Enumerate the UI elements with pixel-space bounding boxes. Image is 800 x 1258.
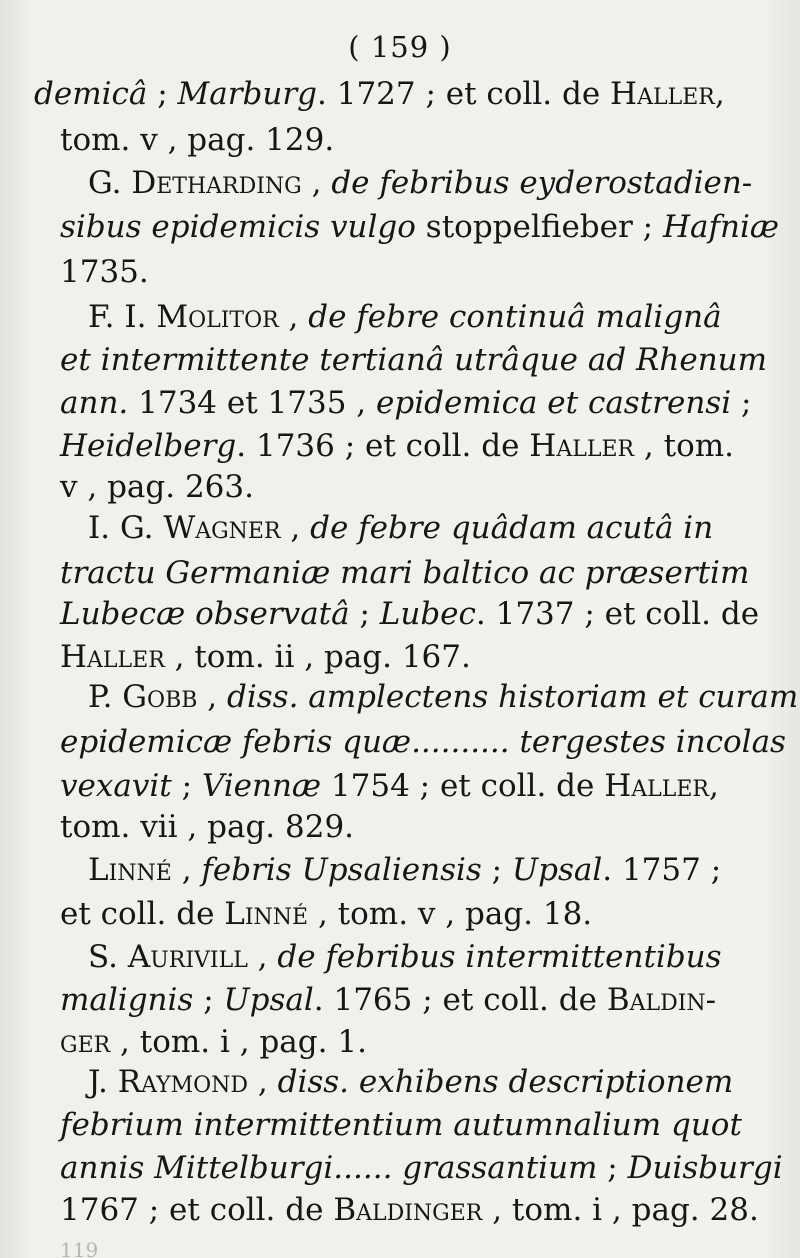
text-run: Haller bbox=[604, 768, 709, 804]
text-line-20 bbox=[88, 937, 722, 977]
text-run: F. I. bbox=[88, 299, 157, 335]
text-run: Aurivill bbox=[127, 939, 248, 975]
text-run: et coll. de bbox=[60, 896, 225, 932]
text-run: Linné bbox=[88, 852, 172, 888]
text-run: Raymond bbox=[117, 1064, 249, 1100]
text-line-11 bbox=[60, 553, 750, 593]
text-run: epidemica et castrensi bbox=[376, 385, 732, 421]
text-run: de febre quâdam acutâ in bbox=[310, 510, 714, 546]
text-run: G. bbox=[88, 165, 132, 201]
text-run: 1734 et 1735 , bbox=[128, 385, 376, 421]
text-line-22 bbox=[60, 1022, 680, 1062]
text-run: ann. bbox=[60, 385, 129, 421]
text-run: de febribus eyderostadien- bbox=[331, 165, 753, 201]
text-line-16 bbox=[60, 766, 719, 806]
text-line-6 bbox=[60, 340, 768, 380]
text-run: febris Upsaliensis bbox=[201, 852, 482, 888]
text-run: Upsal bbox=[511, 852, 603, 888]
text-line-12 bbox=[60, 594, 760, 634]
text-run: Lubecæ observatâ bbox=[60, 596, 350, 632]
text-run: febrium intermittentium autumnalium quot bbox=[60, 1107, 742, 1143]
text-line-14 bbox=[88, 677, 799, 717]
text-run: ; bbox=[171, 768, 202, 804]
text-run: ; bbox=[147, 76, 178, 112]
text-run: Viennæ bbox=[201, 768, 322, 804]
text-line-15 bbox=[60, 722, 786, 762]
text-run: Haller bbox=[610, 76, 715, 112]
text-line-13 bbox=[60, 637, 680, 677]
text-run: , bbox=[301, 165, 332, 201]
text-run: , bbox=[197, 679, 227, 715]
text-run: , bbox=[278, 299, 309, 335]
text-line-10 bbox=[88, 508, 714, 548]
text-line-4 bbox=[60, 252, 680, 292]
text-run: ger bbox=[60, 1024, 111, 1060]
text-run: Molitor bbox=[156, 299, 279, 335]
text-line-21 bbox=[60, 980, 717, 1020]
text-run: 1754 ; et coll. de bbox=[321, 768, 605, 804]
text-run: Detharding bbox=[131, 165, 302, 201]
text-run: ; bbox=[481, 852, 512, 888]
text-run: Haller bbox=[529, 428, 635, 464]
text-run: Duisburgi bbox=[627, 1150, 783, 1186]
text-run: . 1727 ; et coll. de bbox=[317, 76, 611, 112]
text-run: , tom. i , pag. 1. bbox=[110, 1024, 367, 1060]
text-run: diss. exhibens descriptionem bbox=[277, 1064, 734, 1100]
text-line-25 bbox=[60, 1148, 783, 1188]
text-line-3 bbox=[60, 207, 779, 247]
text-run: ; bbox=[349, 596, 380, 632]
text-run: ; bbox=[731, 385, 752, 421]
text-run: malignis bbox=[60, 982, 194, 1018]
text-run: et intermittente tertianâ utrâque ad Rhenum bbox=[60, 342, 768, 378]
text-run: Hafniæ bbox=[662, 209, 779, 245]
text-line-5 bbox=[88, 297, 722, 337]
text-run: 1735. bbox=[60, 254, 149, 290]
text-run: , tom. ii , pag. 167. bbox=[164, 639, 471, 675]
text-run: Lubec bbox=[379, 596, 476, 632]
text-run: tom. vii , pag. 829. bbox=[60, 809, 355, 845]
text-line-24 bbox=[60, 1105, 742, 1145]
text-run: , bbox=[714, 76, 725, 112]
text-line-8 bbox=[60, 426, 734, 466]
text-run: vexavit bbox=[60, 768, 172, 804]
text-run: , tom. bbox=[634, 428, 734, 464]
text-line-17 bbox=[60, 807, 680, 847]
text-run: , tom. i , pag. 28. bbox=[482, 1192, 759, 1228]
bleed-through-fragment: 119 bbox=[60, 1238, 99, 1258]
text-run: . 1765 ; et coll. de bbox=[313, 982, 607, 1018]
text-run: stoppelfieber ; bbox=[415, 209, 663, 245]
text-run: de febribus intermittentibus bbox=[277, 939, 722, 975]
text-run: Baldinger bbox=[333, 1192, 483, 1228]
text-run: epidemicæ febris quæ.......... tergestes incolas bbox=[60, 724, 786, 760]
text-run: demicâ bbox=[34, 76, 148, 112]
text-run: . 1736 ; et coll. de bbox=[236, 428, 530, 464]
text-run: Linné bbox=[224, 896, 309, 932]
text-run: I. G. bbox=[88, 510, 164, 546]
text-run: tractu Germaniæ mari baltico ac præsertim bbox=[60, 555, 750, 591]
text-run: , bbox=[248, 1064, 278, 1100]
text-line-1 bbox=[60, 120, 680, 160]
text-run: , bbox=[280, 510, 311, 546]
text-run: Haller bbox=[60, 639, 165, 675]
text-run: Marburg bbox=[177, 76, 318, 112]
text-run: annis Mittelburgi...... grassantium bbox=[60, 1150, 598, 1186]
text-run: , bbox=[171, 852, 202, 888]
text-run: , bbox=[247, 939, 278, 975]
text-line-0 bbox=[34, 74, 725, 114]
text-run: 1767 ; et coll. de bbox=[60, 1192, 334, 1228]
text-run: de febre continuâ malignâ bbox=[308, 299, 722, 335]
text-run: Upsal bbox=[223, 982, 314, 1018]
text-run: . 1757 ; bbox=[602, 852, 722, 888]
text-run: , bbox=[708, 768, 719, 804]
text-run: tom. v , pag. 129. bbox=[60, 122, 335, 158]
text-line-9 bbox=[60, 467, 680, 507]
text-run: Baldin- bbox=[606, 982, 717, 1018]
text-line-2 bbox=[88, 163, 753, 203]
text-run: P. bbox=[88, 679, 123, 715]
text-run: S. bbox=[88, 939, 128, 975]
text-line-18 bbox=[88, 850, 722, 890]
text-run: diss. amplectens historiam et curam bbox=[227, 679, 799, 715]
text-line-23 bbox=[88, 1062, 734, 1102]
text-run: sibus epidemicis vulgo bbox=[60, 209, 416, 245]
text-run: ; bbox=[193, 982, 224, 1018]
text-line-19 bbox=[60, 894, 680, 934]
text-run: . 1737 ; et coll. de bbox=[475, 596, 760, 632]
text-run: , tom. v , pag. 18. bbox=[308, 896, 593, 932]
text-run: ; bbox=[597, 1150, 628, 1186]
page-number: ( 159 ) bbox=[348, 30, 452, 64]
text-run: Wagner bbox=[163, 510, 281, 546]
text-run: v , pag. 263. bbox=[60, 469, 254, 505]
text-run: Heidelberg bbox=[60, 428, 237, 464]
text-run: Gobb bbox=[122, 679, 198, 715]
text-line-26 bbox=[60, 1190, 759, 1230]
text-line-7 bbox=[60, 383, 752, 423]
text-run: J. bbox=[88, 1064, 118, 1100]
